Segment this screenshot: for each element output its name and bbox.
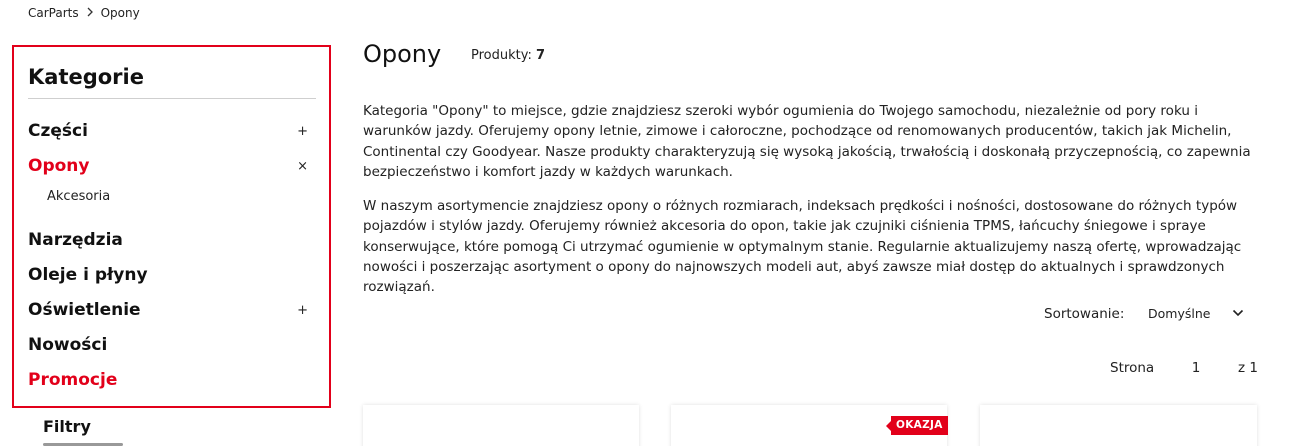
sort-select-value: Domyślne bbox=[1148, 305, 1211, 321]
sidebar-item-label: Oleje i płyny bbox=[28, 265, 148, 285]
sidebar-subitem-akcesoria[interactable]: Akcesoria bbox=[47, 189, 111, 204]
product-card[interactable] bbox=[363, 405, 639, 446]
breadcrumb-current: Opony bbox=[100, 6, 140, 20]
breadcrumb-home-link[interactable]: CarParts bbox=[28, 6, 79, 20]
pagination-label: Strona bbox=[1110, 360, 1155, 376]
chevron-down-icon bbox=[1232, 309, 1244, 317]
sidebar-item-label: Części bbox=[28, 121, 88, 141]
sidebar-item-czesci[interactable] bbox=[28, 118, 316, 144]
products-count bbox=[471, 48, 545, 63]
expand-icon[interactable]: + bbox=[297, 123, 308, 139]
sort-label: Sortowanie: bbox=[1044, 306, 1125, 322]
products-count-value: 7 bbox=[536, 48, 546, 63]
category-description-paragraph: W naszym asortymencie znajdziesz opony o różnych rozmiarach, indeksach prędkości i nośności, dostosowane do różnych typów pojazdów i stylów jazdy. Oferujemy również akcesoria do opon, takie jak czujniki ciśnienia TPMS, łańcuchy śniegowe i spraye konserwujące, które pomogą Ci utrzymać ogumienie w optymalnym stanie. Regularnie aktualizujemy naszą ofertę, wprowadzając nowości i poszerzając asortyment o opony do najnowszych modeli aut, abyś zawsze miał dostęp do aktualnych i sprawdzonych rozwiązań. bbox=[363, 198, 1242, 296]
sidebar-item-nowosci[interactable] bbox=[28, 332, 316, 358]
sidebar-item-label: Nowości bbox=[28, 335, 108, 355]
sidebar-title: Kategorie bbox=[28, 65, 144, 89]
sidebar-item-label: Oświetlenie bbox=[28, 300, 141, 320]
sidebar-item-narzedzia[interactable] bbox=[28, 227, 316, 253]
collapse-icon[interactable]: × bbox=[297, 158, 308, 174]
sort-select[interactable] bbox=[1148, 300, 1244, 326]
filter-option-cutoff bbox=[43, 440, 123, 446]
sidebar-item-label: Narzędzia bbox=[28, 230, 123, 250]
sidebar-item-label: Opony bbox=[28, 156, 90, 176]
sidebar-item-oswietlenie[interactable] bbox=[28, 297, 316, 323]
sidebar-item-opony[interactable] bbox=[28, 153, 316, 179]
products-count-label: Produkty: bbox=[471, 48, 532, 63]
pagination-total: z 1 bbox=[1238, 360, 1258, 376]
sidebar-divider bbox=[28, 98, 316, 99]
sidebar-item-promocje[interactable] bbox=[28, 367, 316, 393]
pagination-current-page[interactable]: 1 bbox=[1191, 360, 1201, 376]
product-card[interactable] bbox=[980, 405, 1257, 446]
category-sidebar bbox=[12, 45, 331, 408]
chevron-right-icon bbox=[86, 7, 94, 20]
sidebar-item-label: Promocje bbox=[28, 370, 118, 390]
expand-icon[interactable]: + bbox=[297, 302, 308, 318]
deal-badge: OKAZJA bbox=[891, 416, 948, 435]
sidebar-item-oleje-i-plyny[interactable] bbox=[28, 262, 316, 288]
breadcrumb bbox=[28, 6, 140, 20]
page-title: Opony bbox=[363, 40, 442, 68]
filters-title: Filtry bbox=[43, 417, 91, 436]
category-description-paragraph: Kategoria "Opony" to miejsce, gdzie znajdziesz szeroki wybór ogumienia do Twojego samochodu, niezależnie od pory roku i warunków jazdy. Oferujemy opony letnie, zimowe i całoroczne, pochodzące od renomowanych producentów, takich jak Michelin, Continental czy Goodyear. Nasze produkty charakteryzują się wysoką jakością, trwałością i doskonałą przyczepnością, co zapewnia bezpieczeństwo i komfort jazdy w każdych warunkach. bbox=[363, 103, 1251, 180]
